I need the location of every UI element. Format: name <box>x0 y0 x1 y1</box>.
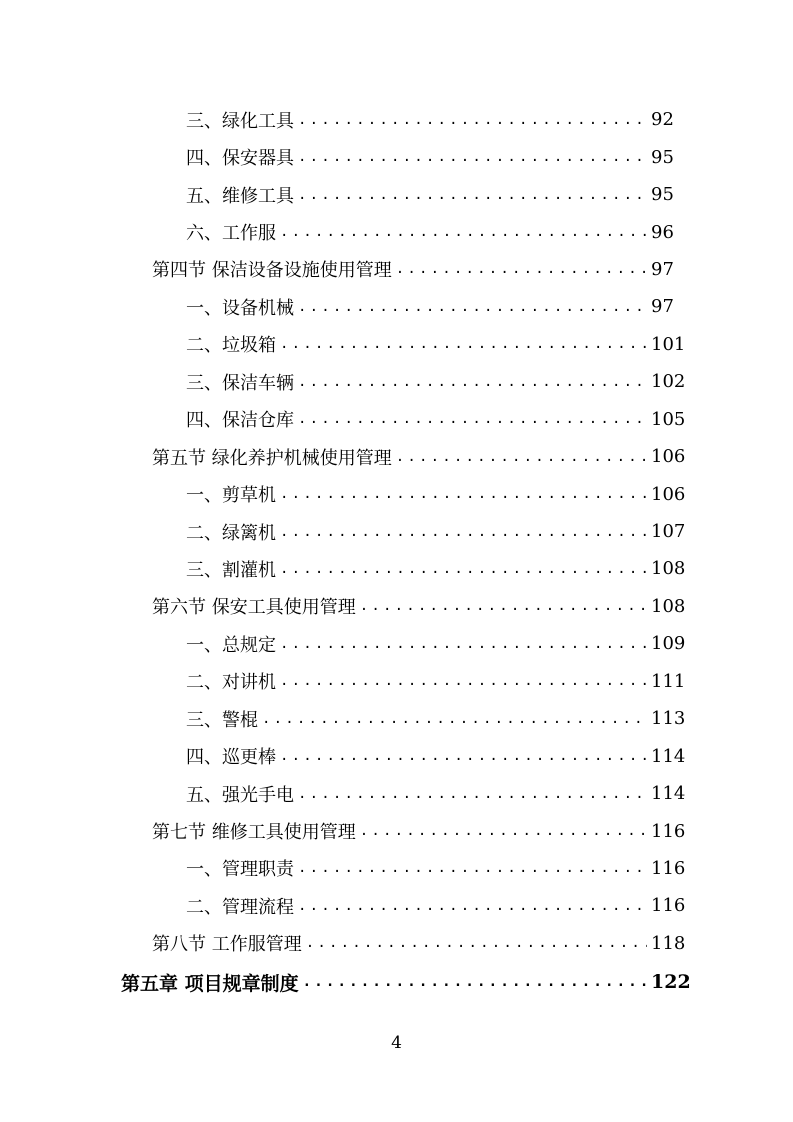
toc-entry[interactable] <box>0 101 793 138</box>
table-of-contents <box>0 101 793 1002</box>
toc-entry-title: 五、维修工具 <box>186 185 294 207</box>
toc-entry-title: 四、保安器具 <box>186 148 294 170</box>
toc-leader-dots <box>280 561 647 577</box>
toc-entry[interactable] <box>0 737 793 774</box>
toc-leader-dots <box>396 449 647 465</box>
toc-entry[interactable] <box>0 700 793 737</box>
toc-entry-page: 95 <box>651 184 674 206</box>
toc-entry-page: 105 <box>651 408 686 430</box>
toc-entry[interactable] <box>0 775 793 812</box>
toc-entry-title: 二、管理流程 <box>186 896 294 918</box>
toc-entry[interactable] <box>0 625 793 662</box>
toc-leader-dots <box>396 261 647 277</box>
toc-entry-title: 第六节 保安工具使用管理 <box>152 597 356 619</box>
toc-entry[interactable] <box>0 550 793 587</box>
toc-entry[interactable] <box>0 213 793 250</box>
toc-entry-title: 第七节 维修工具使用管理 <box>152 822 356 844</box>
toc-entry-page: 116 <box>651 895 686 917</box>
toc-leader-dots <box>298 187 647 203</box>
toc-entry-title: 二、绿篱机 <box>186 522 276 544</box>
toc-leader-dots <box>298 898 647 914</box>
toc-entry-page: 102 <box>651 371 686 393</box>
toc-entry-page: 111 <box>651 670 686 692</box>
toc-leader-dots <box>298 860 647 876</box>
toc-entry-page: 107 <box>651 521 686 543</box>
toc-leader-dots <box>303 974 647 990</box>
toc-entry[interactable] <box>0 401 793 438</box>
toc-entry-page: 114 <box>651 783 686 805</box>
toc-entry[interactable] <box>0 588 793 625</box>
toc-entry[interactable] <box>0 288 793 325</box>
toc-leader-dots <box>298 299 647 315</box>
toc-leader-dots <box>280 636 647 652</box>
toc-entry[interactable] <box>0 663 793 700</box>
toc-entry[interactable] <box>0 812 793 849</box>
toc-entry-page: 109 <box>651 633 686 655</box>
toc-leader-dots <box>298 786 647 802</box>
toc-leader-dots <box>280 336 647 352</box>
toc-entry-page: 108 <box>651 558 686 580</box>
toc-entry-page: 114 <box>651 745 686 767</box>
toc-leader-dots <box>280 748 647 764</box>
toc-entry-title: 三、保洁车辆 <box>186 372 294 394</box>
toc-entry-page: 106 <box>651 446 686 468</box>
toc-entry-page: 101 <box>651 333 686 355</box>
toc-entry-title: 第八节 工作服管理 <box>152 934 302 956</box>
toc-leader-dots <box>298 112 647 128</box>
toc-entry-page: 95 <box>651 146 674 168</box>
toc-entry-title: 一、设备机械 <box>186 297 294 319</box>
toc-leader-dots <box>280 224 647 240</box>
toc-entry[interactable] <box>0 513 793 550</box>
toc-leader-dots <box>360 598 647 614</box>
toc-entry[interactable] <box>0 962 793 1002</box>
toc-entry-page: 113 <box>651 708 686 730</box>
toc-entry-title: 三、绿化工具 <box>186 110 294 132</box>
toc-leader-dots <box>298 374 647 390</box>
toc-entry-title: 二、对讲机 <box>186 672 276 694</box>
toc-entry[interactable] <box>0 138 793 175</box>
toc-entry-page: 97 <box>651 258 674 280</box>
toc-entry-title: 第五节 绿化养护机械使用管理 <box>152 447 392 469</box>
page-number: 4 <box>391 1033 402 1053</box>
toc-entry-page: 116 <box>651 820 686 842</box>
toc-entry[interactable] <box>0 925 793 962</box>
toc-entry[interactable] <box>0 887 793 924</box>
toc-entry[interactable] <box>0 326 793 363</box>
toc-leader-dots <box>262 711 647 727</box>
toc-entry-page: 106 <box>651 483 686 505</box>
toc-entry-title: 六、工作服 <box>186 223 276 245</box>
toc-entry-page: 97 <box>651 296 674 318</box>
toc-entry-title: 一、剪草机 <box>186 485 276 507</box>
toc-entry[interactable] <box>0 176 793 213</box>
toc-entry-title: 四、保洁仓库 <box>186 410 294 432</box>
toc-entry[interactable] <box>0 363 793 400</box>
toc-entry-title: 四、巡更棒 <box>186 747 276 769</box>
toc-entry-title: 一、总规定 <box>186 634 276 656</box>
toc-entry-title: 二、垃圾箱 <box>186 335 276 357</box>
toc-leader-dots <box>280 673 647 689</box>
toc-entry[interactable] <box>0 438 793 475</box>
toc-entry[interactable] <box>0 475 793 512</box>
toc-entry-title: 一、管理职责 <box>186 859 294 881</box>
toc-leader-dots <box>298 411 647 427</box>
toc-entry-title: 第五章 项目规章制度 <box>121 972 299 995</box>
toc-entry-title: 三、割灌机 <box>186 559 276 581</box>
toc-entry-title: 三、警棍 <box>186 709 258 731</box>
toc-entry-page: 108 <box>651 595 686 617</box>
toc-leader-dots <box>306 935 647 951</box>
toc-entry[interactable] <box>0 850 793 887</box>
toc-entry[interactable] <box>0 251 793 288</box>
toc-leader-dots <box>280 486 647 502</box>
toc-entry-page: 122 <box>651 971 691 994</box>
toc-entry-title: 五、强光手电 <box>186 784 294 806</box>
toc-entry-page: 96 <box>651 221 674 243</box>
toc-entry-page: 118 <box>651 932 686 954</box>
toc-entry-page: 92 <box>651 109 674 131</box>
toc-entry-page: 116 <box>651 857 686 879</box>
toc-leader-dots <box>360 823 647 839</box>
toc-leader-dots <box>280 524 647 540</box>
toc-leader-dots <box>298 149 647 165</box>
toc-entry-title: 第四节 保洁设备设施使用管理 <box>152 260 392 282</box>
